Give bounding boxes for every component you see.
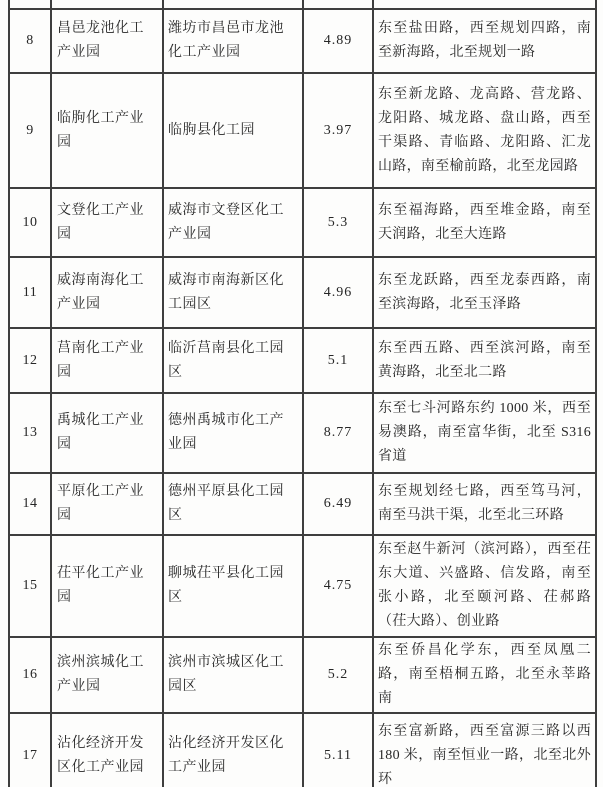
park-name-cell: 沾化经济开发区化工产业园 [51, 713, 163, 787]
table-row [9, 188, 596, 257]
boundary-cell: 东至赵牛新河（滨河路），西至茌东大道、兴盛路、信发路，南至张小路，北至颐河路、茌郝路（茌大路）、创业路 [373, 535, 596, 637]
area-cell: 5.2 [303, 637, 373, 713]
table-row [9, 473, 596, 535]
table-row [9, 535, 596, 637]
table-row [9, 9, 596, 73]
table-row [9, 328, 596, 393]
park-fullname-cell: 潍坊市昌邑市龙池化工产业园 [163, 9, 303, 73]
park-name-cell: 茌平化工产业园 [51, 535, 163, 637]
park-name-cell: 滨州滨城化工产业园 [51, 637, 163, 713]
row-number-cell: 13 [9, 393, 51, 473]
boundary-cell [373, 0, 596, 9]
park-fullname-cell: 威海市文登区化工产业园 [163, 188, 303, 257]
park-fullname-cell: 德州平原县化工园区 [163, 473, 303, 535]
park-fullname-cell: 滨州市滨城区化工园区 [163, 637, 303, 713]
area-cell: 4.75 [303, 535, 373, 637]
area-cell: 5.3 [303, 188, 373, 257]
park-fullname-cell: 威海市南海新区化工园区 [163, 257, 303, 328]
row-number-cell: 9 [9, 73, 51, 188]
park-name-cell: 平原化工产业园 [51, 473, 163, 535]
boundary-cell: 东至福海路，西至堆金路，南至天润路，北至大连路 [373, 188, 596, 257]
table-row [9, 637, 596, 713]
area-cell: 3.97 [303, 73, 373, 188]
park-name-cell: 文登化工产业园 [51, 188, 163, 257]
park-name-cell: 昌邑龙池化工产业园 [51, 9, 163, 73]
table-row [9, 713, 596, 787]
row-number-cell: 11 [9, 257, 51, 328]
row-number-cell: 12 [9, 328, 51, 393]
park-name-cell: 莒南化工产业园 [51, 328, 163, 393]
row-number-cell: 17 [9, 713, 51, 787]
row-number-cell: 14 [9, 473, 51, 535]
park-name-cell [51, 0, 163, 9]
row-number-cell: 16 [9, 637, 51, 713]
row-number-cell: 10 [9, 188, 51, 257]
boundary-cell: 东至富新路，西至富源三路以西 180 米，南至恒业一路，北至北外环 [373, 713, 596, 787]
park-name-cell: 威海南海化工产业园 [51, 257, 163, 328]
park-fullname-cell: 临沂莒南县化工园区 [163, 328, 303, 393]
table-row [9, 257, 596, 328]
area-cell: 5.11 [303, 713, 373, 787]
boundary-cell: 东至盐田路，西至规划四路，南至新海路，北至规划一路 [373, 9, 596, 73]
cropped-top-row [9, 0, 596, 9]
park-fullname-cell: 德州禹城市化工产业园 [163, 393, 303, 473]
park-fullname-cell [163, 0, 303, 9]
area-cell: 4.89 [303, 9, 373, 73]
area-cell: 6.49 [303, 473, 373, 535]
boundary-cell: 东至龙跃路，西至龙泰西路，南至滨海路，北至玉泽路 [373, 257, 596, 328]
park-name-cell: 禹城化工产业园 [51, 393, 163, 473]
park-name-cell: 临朐化工产业园 [51, 73, 163, 188]
boundary-cell: 东至新龙路、龙高路、营龙路、龙阳路、城龙路、盘山路，西至干渠路、青临路、龙阳路、汇龙山路，南至榆前路，北至龙园路 [373, 73, 596, 188]
park-fullname-cell: 临朐县化工园 [163, 73, 303, 188]
boundary-cell: 东至规划经七路，西至笃马河，南至马洪干渠，北至北三环路 [373, 473, 596, 535]
boundary-cell: 东至西五路、西至滨河路，南至黄海路，北至北二路 [373, 328, 596, 393]
row-number-cell [9, 0, 51, 9]
area-cell: 4.96 [303, 257, 373, 328]
industrial-parks-table [8, 0, 597, 787]
park-fullname-cell: 沾化经济开发区化工产业园 [163, 713, 303, 787]
table-row [9, 73, 596, 188]
row-number-cell: 8 [9, 9, 51, 73]
park-fullname-cell: 聊城茌平县化工园区 [163, 535, 303, 637]
table-body [9, 0, 596, 787]
boundary-cell: 东至侨昌化学东，西至凤凰二路，南至梧桐五路，北至永莘路南 [373, 637, 596, 713]
area-cell [303, 0, 373, 9]
boundary-cell: 东至七斗河路东约 1000 米，西至易澳路，南至富华街，北至 S316 省道 [373, 393, 596, 473]
table-row [9, 393, 596, 473]
area-cell: 8.77 [303, 393, 373, 473]
row-number-cell: 15 [9, 535, 51, 637]
area-cell: 5.1 [303, 328, 373, 393]
